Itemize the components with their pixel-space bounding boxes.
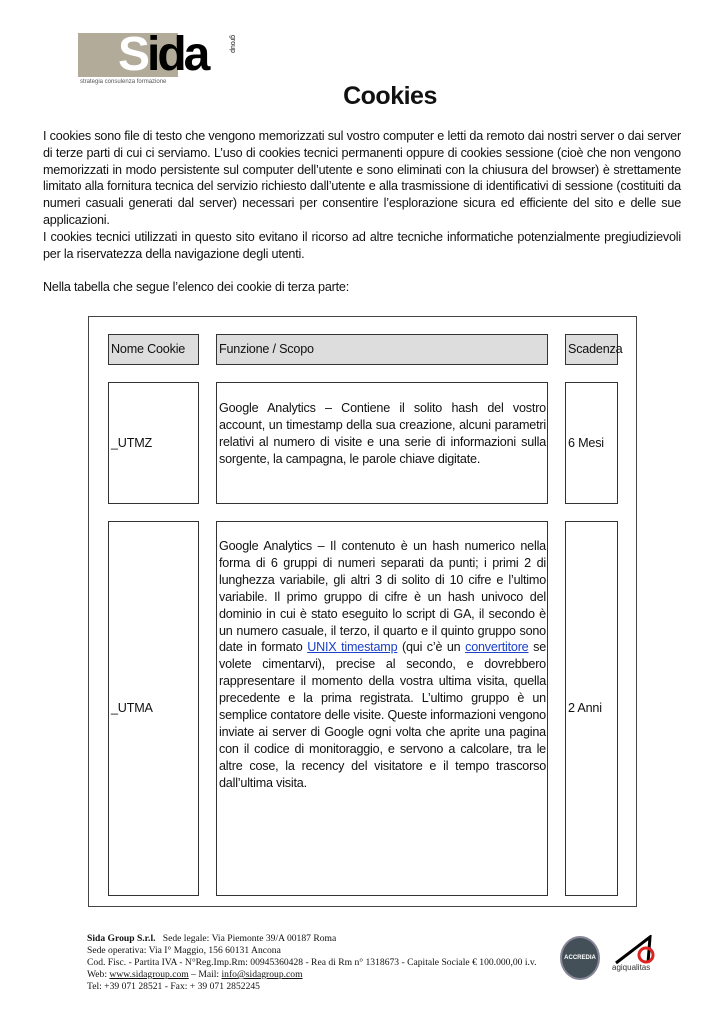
logo-wordmark: Sida	[118, 28, 208, 81]
cookie-name: _UTMA	[108, 521, 199, 896]
agiqualitas-logo: agiqualitas	[612, 935, 656, 983]
cookie-expiry: 6 Mesi	[565, 382, 618, 504]
cookie-expiry: 2 Anni	[565, 521, 618, 896]
logo-tagline: strategia consulenza formazione	[80, 79, 167, 85]
cookie-table	[88, 316, 637, 907]
footer: Sida Group S.r.l. Sede legale: Via Piemonte 39/A 00187 Roma Sede operativa: Via I° Maggio, 156 60131 Ancona Cod. Fisc. - Partita IVA - N°Reg.Imp.Rm: 00945360428 - Rea di Rm n° 1318673 - Capitale Sociale € 100.000,00 i.v. Web: www.sidagroup.com – Mail: info@sidagroup.com Tel: +39 071 28521 - Fax: + 39 071 2852245	[87, 933, 537, 992]
page-title: Cookies	[343, 82, 437, 110]
cookie-description: Google Analytics – Il contenuto è un hash numerico nella forma di 6 gruppi di numeri separati da punti; i primi 2 di lunghezza variabile, gli altri 3 di solito di 10 cifre e l’ultimo variabile. Il primo gruppo di cifre è un hash univoco del dominio in cui è stato eseguito lo script di GA, il secondo è un numero casuale, il terzo, il quarto e il quinto gruppo sono date in formato UNIX timestamp (qui c’è un convertitore se volete cimentarvi), precise al secondo, e dovrebbero rappresentare il momento della vostra ultima visita, quella precedente e la prima registrata. L’ultimo gruppo è un semplice contatore delle visite. Queste informazioni vengono inviate ai server di Google ogni volta che aprite una pagina con il codice di monitoraggio, e servono a calcolare, tra le altre cose, la recency del visitatore e il tempo trascorso dall’ultima visita.	[216, 521, 548, 896]
intro-paragraph: I cookies tecnici utilizzati in questo sito evitano il ricorso ad altre tecniche informatiche potenzialmente pregiudizievoli per la riservatezza della navigazione degli utenti.	[43, 229, 681, 261]
sida-logo	[78, 28, 248, 87]
logo-suffix: group	[229, 35, 236, 53]
website-link[interactable]: www.sidagroup.com	[109, 969, 189, 980]
accredia-logo	[560, 936, 600, 980]
converter-link[interactable]: convertitore	[465, 640, 529, 655]
cookie-description: Google Analytics – Contiene il solito hash del vostro account, un timestamp della sua creazione, alcuni parametri relativi al numero di visite e una serie di informazioni sulla sorgente, la campagna, le parole chiave digitate.	[216, 382, 548, 504]
unix-timestamp-link[interactable]: UNIX timestamp	[307, 640, 398, 655]
company-name: Sida Group S.r.l.	[87, 933, 156, 944]
cookie-name: _UTMZ	[108, 382, 199, 504]
intro-text	[43, 128, 681, 296]
email-link[interactable]: info@sidagroup.com	[221, 969, 303, 980]
intro-paragraph: I cookies sono file di testo che vengono memorizzati sul vostro computer e letti da remoto dai nostri server o dai server di terze parti di cui ci serviamo. L’uso di cookies tecnici permanenti oppure di cookies sessione (cioè che non vengono memorizzati in modo persistente sul computer dell’utente e sono eliminati con la chiusura del browser) è strettamente limitato alla fornitura tecnica del servizio richiesto dall’utente e alla trasmissione di identificativi di sessione (costituiti da numeri casuali generati dal server) necessari per consentire l’esplorazione sicura ed efficiente del sito e delle sue applicazioni.	[43, 129, 681, 227]
accredia-label: ACCREDIA	[564, 955, 596, 961]
table-intro: Nella tabella che segue l’elenco dei cookie di terza parte:	[43, 280, 350, 295]
header-function: Funzione / Scopo	[216, 334, 548, 365]
header-expiry: Scadenza	[565, 334, 618, 365]
header-name: Nome Cookie	[108, 334, 199, 365]
